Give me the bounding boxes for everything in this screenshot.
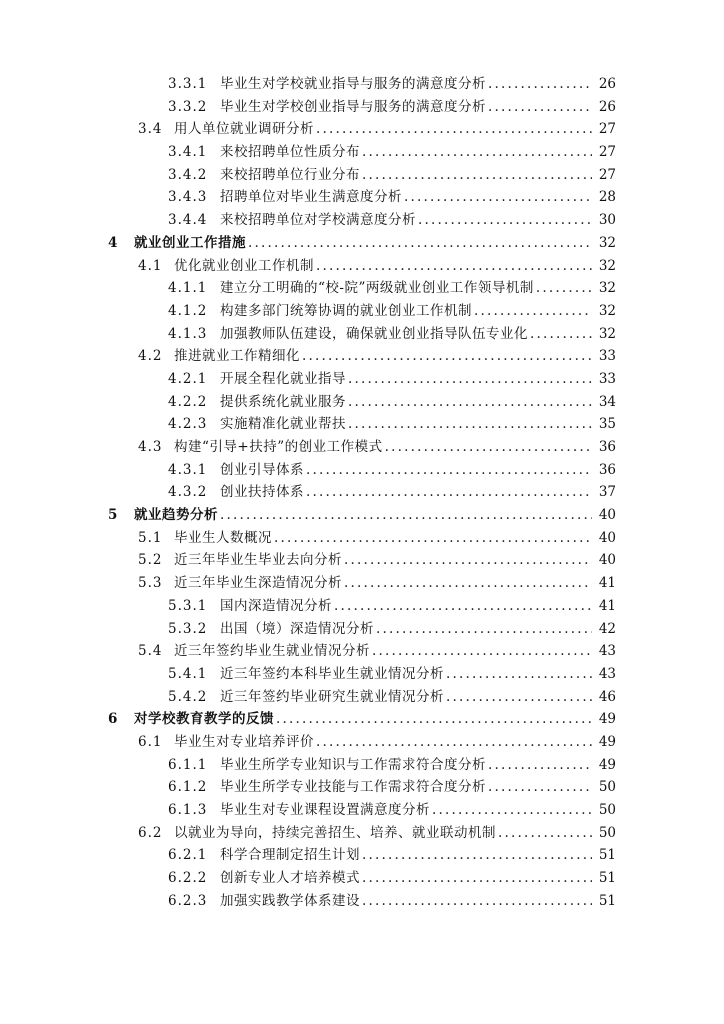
toc-entry-title: 毕业生所学专业知识与工作需求符合度分析 (220, 756, 486, 773)
toc-dot-leader (418, 209, 592, 232)
toc-entry-page-number: 40 (598, 529, 616, 546)
toc-entry-title: 以就业为导向，持续完善招生、培养、就业联动机制 (174, 824, 496, 841)
toc-entry-number: 4.1.2 (168, 302, 208, 319)
toc-dot-leader (446, 663, 592, 686)
toc-dot-leader (316, 118, 592, 141)
toc-entry-number: 3.4 (138, 121, 163, 138)
toc-entry-number: 3.4.2 (168, 166, 208, 183)
toc-dot-leader (348, 368, 592, 391)
toc-entry-title: 出国（境）深造情况分析 (220, 620, 374, 637)
toc-entry-title: 创新专业人才培养模式 (220, 870, 360, 887)
toc-entry-title: 用人单位就业调研分析 (174, 121, 314, 138)
toc-entry[interactable] (108, 255, 616, 278)
toc-dot-leader (446, 686, 592, 709)
toc-entry-number: 5.3.1 (168, 597, 208, 614)
toc-entry[interactable] (108, 844, 616, 867)
toc-entry-page-number: 33 (598, 348, 616, 365)
toc-entry[interactable] (108, 277, 616, 300)
toc-entry[interactable] (108, 96, 616, 119)
toc-entry-title: 创业引导体系 (220, 461, 304, 478)
toc-entry[interactable] (108, 186, 616, 209)
toc-dot-leader (306, 481, 592, 504)
toc-dot-leader (530, 323, 592, 346)
toc-entry-page-number: 51 (598, 870, 616, 887)
toc-entry-page-number: 27 (598, 166, 616, 183)
toc-entry-number: 5.4.2 (168, 688, 208, 705)
toc-entry-page-number: 32 (598, 234, 616, 251)
toc-entry-title: 招聘单位对毕业生满意度分析 (220, 189, 402, 206)
toc-entry[interactable] (108, 73, 616, 96)
toc-entry-title: 来校招聘单位行业分布 (220, 166, 360, 183)
toc-entry-title: 来校招聘单位性质分布 (220, 144, 360, 161)
toc-entry-page-number: 51 (598, 892, 616, 909)
toc-entry-number: 3.3.1 (168, 76, 208, 92)
toc-entry-page-number: 33 (598, 370, 616, 387)
toc-entry[interactable] (108, 459, 616, 482)
toc-entry-number: 4.1.3 (168, 325, 208, 342)
toc-entry-title: 近三年毕业生毕业去向分析 (174, 552, 342, 569)
toc-entry-number: 6.2.1 (168, 847, 208, 864)
toc-entry-title: 毕业生所学专业技能与工作需求符合度分析 (220, 779, 486, 796)
toc-entry-title: 近三年签约本科毕业生就业情况分析 (220, 665, 444, 682)
toc-entry-page-number: 32 (598, 280, 616, 297)
toc-entry-page-number: 36 (598, 439, 616, 455)
toc-entry[interactable] (108, 436, 616, 459)
toc-entry-number: 5.3 (138, 575, 163, 592)
toc-dot-leader (362, 890, 592, 913)
toc-dot-leader (404, 186, 592, 209)
toc-entry-number: 3.4.4 (168, 212, 208, 229)
toc-entry-page-number: 46 (598, 688, 616, 705)
toc-dot-leader (302, 345, 592, 368)
toc-entry-page-number: 49 (598, 733, 616, 750)
toc-entry-page-number: 41 (598, 575, 616, 592)
toc-entry[interactable] (108, 527, 616, 550)
toc-dot-leader (488, 754, 592, 777)
toc-entry-number: 6.1 (138, 733, 163, 750)
toc-entry-number: 6.2 (138, 824, 163, 841)
toc-dot-leader (276, 708, 592, 731)
toc-entry-page-number: 50 (598, 779, 616, 796)
toc-entry[interactable] (108, 731, 616, 754)
toc-entry-number: 5.1 (138, 529, 163, 546)
toc-entry-number: 4.2 (138, 348, 163, 365)
toc-entry-title: 开展全程化就业指导 (220, 370, 346, 387)
toc-entry[interactable] (108, 300, 616, 323)
toc-entry-title: 毕业生对学校就业指导与服务的满意度分析 (220, 76, 486, 92)
toc-dot-leader (316, 255, 592, 278)
toc-entry-number: 6.2.3 (168, 892, 208, 909)
toc-entry-title: 毕业生人数概况 (174, 529, 272, 546)
toc-dot-leader (274, 527, 592, 550)
toc-entry-title: 毕业生对学校创业指导与服务的满意度分析 (220, 98, 486, 115)
toc-entry[interactable] (108, 663, 616, 686)
toc-entry-page-number: 27 (598, 144, 616, 161)
toc-dot-leader (348, 413, 592, 436)
toc-entry-title: 近三年签约毕业研究生就业情况分析 (220, 688, 444, 705)
toc-entry-page-number: 41 (598, 597, 616, 614)
toc-dot-leader (376, 618, 592, 641)
toc-entry-title: 构建“引导+扶持”的创业工作模式 (174, 439, 383, 455)
toc-entry-page-number: 35 (598, 416, 616, 433)
toc-entry-page-number: 50 (598, 802, 616, 818)
toc-dot-leader (220, 504, 592, 527)
toc-entry-page-number: 36 (598, 461, 616, 478)
toc-entry-number: 5.4.1 (168, 665, 208, 682)
toc-entry-title: 就业趋势分析 (134, 507, 218, 524)
toc-entry[interactable] (108, 572, 616, 595)
toc-entry-title: 推进就业工作精细化 (174, 348, 300, 365)
toc-entry[interactable] (108, 686, 616, 709)
toc-entry[interactable] (108, 799, 616, 822)
toc-entry[interactable] (108, 640, 616, 663)
toc-entry-title: 优化就业创业工作机制 (174, 257, 314, 274)
toc-entry-number: 6 (108, 711, 119, 728)
toc-entry-page-number: 49 (598, 756, 616, 773)
toc-entry[interactable] (108, 345, 616, 368)
toc-entry-number: 3.4.1 (168, 144, 208, 161)
toc-entry-title: 对学校教育教学的反馈 (134, 711, 274, 728)
toc-dot-leader (385, 436, 592, 459)
toc-entry-page-number: 32 (598, 257, 616, 274)
toc-entry[interactable] (108, 867, 616, 890)
toc-entry[interactable] (108, 618, 616, 641)
toc-entry-title: 实施精准化就业帮扶 (220, 416, 346, 433)
toc-entry-number: 5.2 (138, 552, 163, 569)
toc-entry-page-number: 37 (598, 484, 616, 501)
toc-entry-title: 构建多部门统筹协调的就业创业工作机制 (220, 302, 472, 319)
toc-entry[interactable] (108, 323, 616, 346)
toc-dot-leader (488, 73, 592, 96)
toc-entry-page-number: 32 (598, 302, 616, 319)
toc-entry-number: 4 (108, 234, 119, 251)
toc-entry-title: 建立分工明确的“校-院”两级就业创业工作领导机制 (220, 280, 534, 297)
toc-entry-page-number: 32 (598, 325, 616, 342)
toc-entry-number: 6.1.1 (168, 756, 208, 773)
toc-entry[interactable] (108, 413, 616, 436)
toc-dot-leader (306, 459, 592, 482)
toc-entry-number: 5 (108, 507, 119, 524)
toc-dot-leader (348, 391, 592, 414)
toc-entry[interactable] (108, 890, 616, 913)
toc-entry-page-number: 40 (598, 552, 616, 569)
toc-entry[interactable] (108, 118, 616, 141)
toc-entry[interactable] (108, 708, 616, 731)
toc-dot-leader (432, 799, 592, 822)
toc-entry[interactable] (108, 209, 616, 232)
toc-dot-leader (316, 731, 592, 754)
toc-entry-page-number: 34 (598, 393, 616, 410)
toc-entry-page-number: 42 (598, 620, 616, 637)
toc-entry-title: 毕业生对专业培养评价 (174, 733, 314, 750)
toc-entry-title: 加强教师队伍建设，确保就业创业指导队伍专业化 (220, 325, 528, 342)
toc-dot-leader (362, 844, 592, 867)
toc-entry-title: 近三年毕业生深造情况分析 (174, 575, 342, 592)
toc-entry-number: 3.4.3 (168, 189, 208, 206)
toc-entry-number: 4.3 (138, 439, 163, 455)
toc-entry[interactable] (108, 232, 616, 255)
toc-entry-page-number: 27 (598, 121, 616, 138)
toc-entry-title: 毕业生对专业课程设置满意度分析 (220, 802, 430, 818)
toc-entry-number: 4.3.2 (168, 484, 208, 501)
toc-entry[interactable] (108, 776, 616, 799)
toc-entry-title: 近三年签约毕业生就业情况分析 (174, 643, 370, 660)
toc-entry-number: 4.1.1 (168, 280, 208, 297)
toc-dot-leader (474, 300, 592, 323)
toc-entry-number: 4.2.3 (168, 416, 208, 433)
toc-entry-title: 国内深造情况分析 (220, 597, 332, 614)
toc-entry-page-number: 43 (598, 665, 616, 682)
toc-entry-page-number: 43 (598, 643, 616, 660)
toc-dot-leader (344, 549, 592, 572)
toc-entry-page-number: 26 (598, 76, 616, 92)
toc-entry-number: 4.3.1 (168, 461, 208, 478)
toc-entry-title: 来校招聘单位对学校满意度分析 (220, 212, 416, 229)
toc-entry-page-number: 40 (598, 507, 616, 524)
toc-dot-leader (334, 595, 592, 618)
toc-dot-leader (498, 822, 592, 845)
toc-entry-number: 4.1 (138, 257, 163, 274)
toc-entry-number: 4.2.2 (168, 393, 208, 410)
toc-entry-number: 6.1.2 (168, 779, 208, 796)
toc-entry[interactable] (108, 164, 616, 187)
toc-entry-page-number: 49 (598, 711, 616, 728)
toc-entry-title: 提供系统化就业服务 (220, 393, 346, 410)
toc-entry[interactable] (108, 504, 616, 527)
table-of-contents (108, 73, 616, 912)
toc-entry-number: 5.3.2 (168, 620, 208, 637)
toc-entry[interactable] (108, 368, 616, 391)
toc-dot-leader (362, 867, 592, 890)
toc-dot-leader (372, 640, 592, 663)
toc-entry-page-number: 30 (598, 212, 616, 229)
toc-entry-page-number: 50 (598, 824, 616, 841)
toc-dot-leader (248, 232, 592, 255)
toc-entry-title: 创业扶持体系 (220, 484, 304, 501)
toc-entry[interactable] (108, 822, 616, 845)
toc-dot-leader (488, 96, 592, 119)
toc-entry-number: 5.4 (138, 643, 163, 660)
toc-dot-leader (362, 141, 592, 164)
toc-entry[interactable] (108, 595, 616, 618)
toc-entry-title: 科学合理制定招生计划 (220, 847, 360, 864)
toc-entry[interactable] (108, 549, 616, 572)
toc-dot-leader (362, 164, 592, 187)
toc-entry[interactable] (108, 481, 616, 504)
toc-entry[interactable] (108, 391, 616, 414)
toc-dot-leader (344, 572, 592, 595)
toc-entry[interactable] (108, 754, 616, 777)
toc-entry-title: 就业创业工作措施 (134, 234, 246, 251)
toc-dot-leader (488, 776, 592, 799)
toc-entry-number: 6.2.2 (168, 870, 208, 887)
toc-entry-number: 6.1.3 (168, 802, 208, 818)
toc-entry-number: 3.3.2 (168, 98, 208, 115)
toc-entry-page-number: 51 (598, 847, 616, 864)
toc-dot-leader (536, 277, 592, 300)
toc-entry-number: 4.2.1 (168, 370, 208, 387)
toc-entry[interactable] (108, 141, 616, 164)
toc-entry-title: 加强实践教学体系建设 (220, 892, 360, 909)
toc-entry-page-number: 26 (598, 98, 616, 115)
toc-entry-page-number: 28 (598, 189, 616, 206)
